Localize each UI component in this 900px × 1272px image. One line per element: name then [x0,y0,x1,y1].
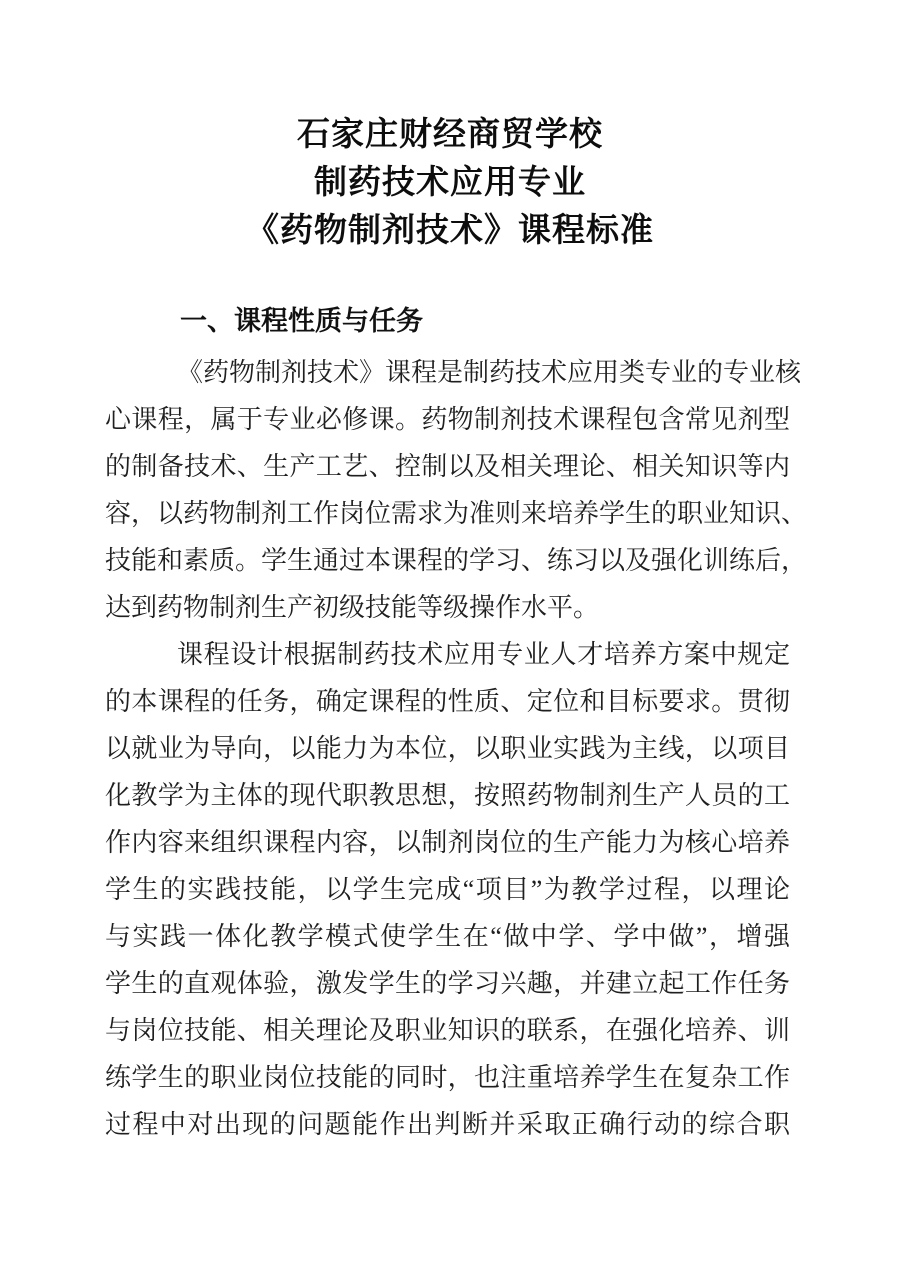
paragraph-line: 练学生的职业岗位技能的同时，也注重培养学生在复杂工作 [105,1063,790,1092]
paragraph-2 [105,631,790,1148]
paragraph-line: 与岗位技能、相关理论及职业知识的联系，在强化培养、训 [105,1016,790,1045]
paragraph-line: 技能和素质。学生通过本课程的学习、练习以及强化训练后， [105,546,808,575]
paragraph-line: 《药物制剂技术》课程是制药技术应用类专业的专业核 [177,358,802,387]
title-major-name: 制药技术应用专业 [314,163,586,200]
title-course-standard: 《药物制剂技术》课程标准 [246,211,654,248]
paragraph-line: 作内容来组织课程内容，以制剂岗位的生产能力为核心培养 [105,828,790,857]
paragraph-1 [105,349,808,631]
paragraph-line: 的制备技术、生产工艺、控制以及相关理论、相关知识等内 [105,452,790,481]
paragraph-line: 心课程，属于专业必修课。药物制剂技术课程包含常见剂型 [105,405,790,434]
document-body [105,298,808,1148]
section-heading: 一、课程性质与任务 [180,306,423,336]
paragraph-line: 以就业为导向，以能力为本位，以职业实践为主线，以项目 [105,734,790,763]
paragraph-line: 容，以药物制剂工作岗位需求为准则来培养学生的职业知识、 [105,499,808,528]
paragraph-line: 的本课程的任务，确定课程的性质、定位和目标要求。贯彻 [105,687,790,716]
paragraph-line: 达到药物制剂生产初级技能等级操作水平。 [105,593,600,622]
paragraph-line: 与实践一体化教学模式使学生在“做中学、学中做”，增强 [105,922,790,951]
paragraph-line: 化教学为主体的现代职教思想，按照药物制剂生产人员的工 [105,781,790,810]
paragraph-line: 过程中对出现的问题能作出判断并采取正确行动的综合职 [105,1110,790,1139]
document-title-block [0,0,900,254]
paragraph-line: 学生的直观体验，激发学生的学习兴趣，并建立起工作任务 [105,969,790,998]
paragraph-line: 课程设计根据制药技术应用专业人才培养方案中规定 [177,640,790,669]
paragraph-line: 学生的实践技能，以学生完成“项目”为教学过程，以理论 [105,875,790,904]
title-school-name: 石家庄财经商贸学校 [297,115,603,152]
